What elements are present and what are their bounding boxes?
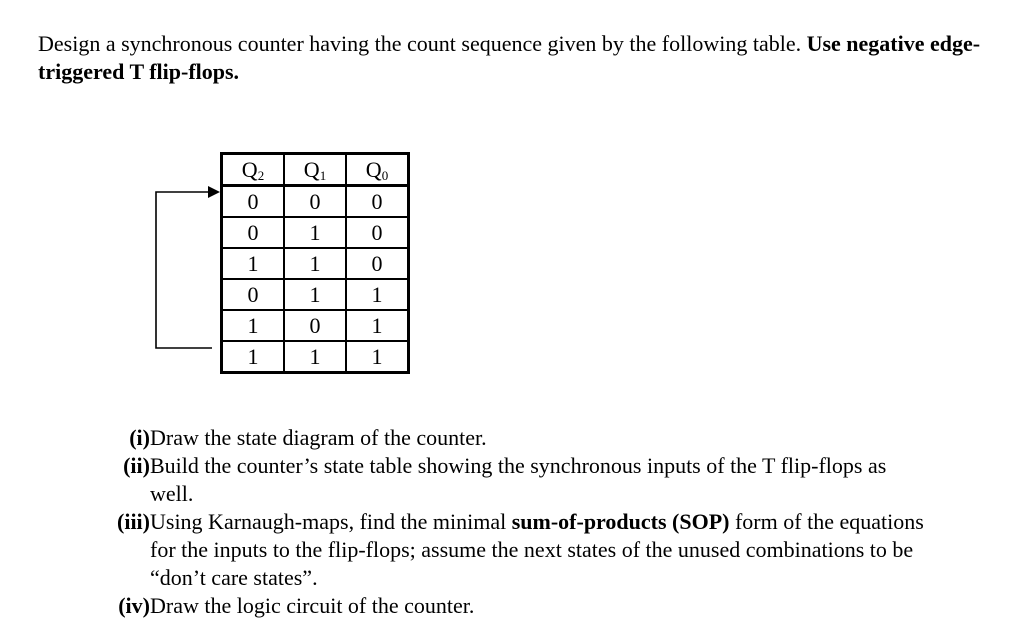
table-cell: 1 [346, 341, 409, 373]
table-cell: 1 [222, 341, 285, 373]
question-text: Draw the state diagram of the counter. [150, 425, 487, 450]
question-number: (i) [129, 425, 150, 450]
table-cell: 1 [284, 248, 346, 279]
table-cell: 1 [346, 310, 409, 341]
question-text: Draw the logic circuit of the counter. [150, 593, 475, 618]
table-row [222, 279, 409, 310]
table-cell: 1 [346, 279, 409, 310]
question-number: (ii) [123, 453, 150, 478]
table-cell: 1 [222, 310, 285, 341]
table-cell: 1 [284, 341, 346, 373]
sequence-loop-arrow [150, 180, 230, 352]
table-cell: 0 [346, 217, 409, 248]
table-cell: 1 [222, 248, 285, 279]
table-cell: 0 [346, 186, 409, 218]
table-cell: 0 [222, 279, 285, 310]
problem-statement-emphasis: Use negative edge-triggered T flip-flops. [38, 31, 981, 84]
table-cell: 0 [346, 248, 409, 279]
table-cell: 0 [222, 186, 285, 218]
table-cell: 0 [222, 217, 285, 248]
question-item [96, 592, 926, 620]
question-item [96, 508, 926, 592]
question-list [96, 424, 926, 620]
sop-emphasis: sum-of-products (SOP) [511, 509, 730, 534]
problem-statement [38, 30, 998, 86]
table-cell: 1 [284, 279, 346, 310]
question-item [96, 424, 926, 452]
table-cell: 0 [284, 310, 346, 341]
table-cell: 1 [284, 217, 346, 248]
question-number: (iv) [118, 593, 150, 618]
table-row [222, 186, 409, 218]
table-row [222, 248, 409, 279]
question-text: Using Karnaugh-maps, find the minimal sum-of-products (SOP) form of the equations for the inputs to the flip-flops; assume the next states of the unused combinations to be “don’t care states”. [150, 509, 924, 590]
table-cell: 0 [284, 186, 346, 218]
question-item [96, 452, 926, 508]
header-q1: $Q_1$ [284, 154, 346, 186]
header-q0: $Q_0$ [346, 154, 409, 186]
question-text: Build the counter’s state table showing the synchronous inputs of the T flip-flops as well. [150, 453, 887, 506]
question-number: (iii) [117, 509, 150, 534]
count-sequence-table [220, 152, 410, 374]
table-header-row [222, 154, 409, 186]
table-row [222, 217, 409, 248]
table-row [222, 310, 409, 341]
table-row [222, 341, 409, 373]
header-q2: $Q_2$ [222, 154, 285, 186]
problem-statement-text: Design a synchronous counter having the count sequence given by the following table. [38, 31, 807, 56]
